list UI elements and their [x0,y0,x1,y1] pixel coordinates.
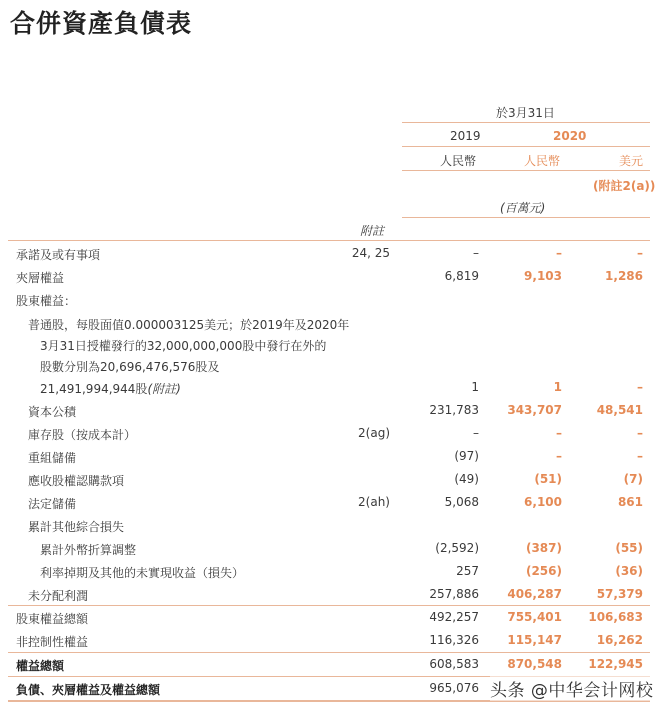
table-row [0,446,666,468]
value-2020-usd: (55) [615,541,643,555]
row-label: 利率掉期及其他的未實現收益（損失） [40,566,245,580]
divider [8,240,650,241]
currency-2020-usd: 美元 [619,154,644,168]
watermark: 头条 @中华会计网校 [490,676,653,701]
value-2020-rmb: 755,401 [507,610,562,624]
table-row [0,515,666,537]
value-2020-rmb: (51) [534,472,562,486]
value-2019: 492,257 [429,610,479,624]
row-label: 承諾及或有事項 [16,248,101,262]
table-row [0,266,666,288]
table-row [0,289,666,311]
value-2019: 965,076 [429,681,479,695]
currency-2019: 人民幣 [440,154,477,168]
value-2020-usd: 861 [617,495,643,509]
row-label: 3月31日授權發行的32,000,000,000股中發行在外的 [40,339,327,353]
row-note: 24, 25 [351,246,390,260]
value-2020-rmb: – [556,246,562,260]
value-2020-usd: 106,683 [588,610,643,624]
row-label: 重組儲備 [28,451,77,465]
note-column-header: 附註 [360,224,385,238]
value-2020-usd: – [637,426,643,440]
value-2020-rmb: 9,103 [524,269,562,283]
table-row [0,400,666,422]
row-label: 資本公積 [28,405,77,419]
value-2019: 1 [471,380,479,394]
value-2019: 5,068 [444,495,479,509]
unit-label: (百萬元) [500,201,546,215]
value-2020-rmb: 6,100 [524,495,562,509]
value-2019: 257 [456,564,479,578]
row-label: 累計其他綜合損失 [28,520,125,534]
value-2020-rmb: (387) [525,541,562,555]
value-2020-usd: 122,945 [588,657,643,671]
value-2019: 116,326 [429,633,479,647]
divider [8,652,650,653]
table-row [0,538,666,560]
divider [8,605,650,606]
value-2020-rmb: 406,287 [507,587,562,601]
value-2020-usd: (36) [615,564,643,578]
table-row [0,243,666,265]
page-title: 合併資產負債表 [10,9,193,38]
row-label: 非控制性權益 [16,635,89,649]
row-label: 累計外幣折算調整 [40,543,137,557]
value-2020-rmb: 870,548 [507,657,562,671]
value-2019: – [473,246,479,260]
usd-note: (附註2(a)) [593,179,656,193]
value-2020-rmb: (256) [525,564,562,578]
row-label: 股東權益總額 [16,612,89,626]
value-2019: (2,592) [435,541,479,555]
row-label: 夾層權益 [16,271,65,285]
row-label: 股東權益： [16,294,77,308]
value-2020-rmb: – [556,449,562,463]
value-2020-rmb: 115,147 [507,633,562,647]
row-label-note: (附註) [147,382,181,396]
value-2020-usd: 57,379 [596,587,643,601]
row-label: 未分配利潤 [28,589,89,603]
row-label: 應收股權認購款項 [28,474,125,488]
table-row [0,377,666,399]
divider [402,217,650,218]
divider [402,170,650,171]
table-row [0,355,666,377]
value-2019: – [473,426,479,440]
value-2019: (97) [454,449,479,463]
value-2019: (49) [454,472,479,486]
value-2020-rmb: 1 [553,380,562,394]
divider [402,122,650,123]
value-2020-rmb: 343,707 [507,403,562,417]
row-label: 21,491,994,944股 [40,382,148,396]
as-of-date: 於3月31日 [496,106,555,120]
row-label: 股數分別為20,696,476,576股及 [40,360,220,374]
row-note: 2(ah) [358,495,390,509]
value-2019: 6,819 [444,269,479,283]
table-row [0,561,666,583]
value-2019: 257,886 [429,587,479,601]
row-label: 普通股，每股面值0.000003125美元；於2019年及2020年 [28,318,350,332]
row-label: 庫存股（按成本計） [28,428,137,442]
row-label: 法定儲備 [28,497,77,511]
table-row [0,313,666,335]
value-2019: 608,583 [429,657,479,671]
value-2020-usd: 1,286 [605,269,643,283]
row-label: 負債、夾層權益及權益總額 [16,683,161,697]
value-2020-usd: 16,262 [596,633,643,647]
value-2020-usd: 48,541 [596,403,643,417]
row-label: 權益總額 [16,659,65,673]
table-row [0,607,666,629]
value-2020-usd: – [637,449,643,463]
table-row [0,492,666,514]
table-row [0,630,666,652]
year-2019: 2019 [450,129,481,143]
table-row [0,334,666,356]
table-row [0,584,666,606]
row-note: 2(ag) [358,426,390,440]
divider [402,146,650,147]
table-row [0,423,666,445]
value-2020-usd: – [637,246,643,260]
value-2020-usd: – [637,380,643,394]
currency-2020-rmb: 人民幣 [524,154,561,168]
table-row [0,469,666,491]
year-2020: 2020 [553,129,587,143]
value-2020-rmb: – [556,426,562,440]
table-row [0,654,666,676]
value-2019: 231,783 [429,403,479,417]
value-2020-usd: (7) [623,472,643,486]
